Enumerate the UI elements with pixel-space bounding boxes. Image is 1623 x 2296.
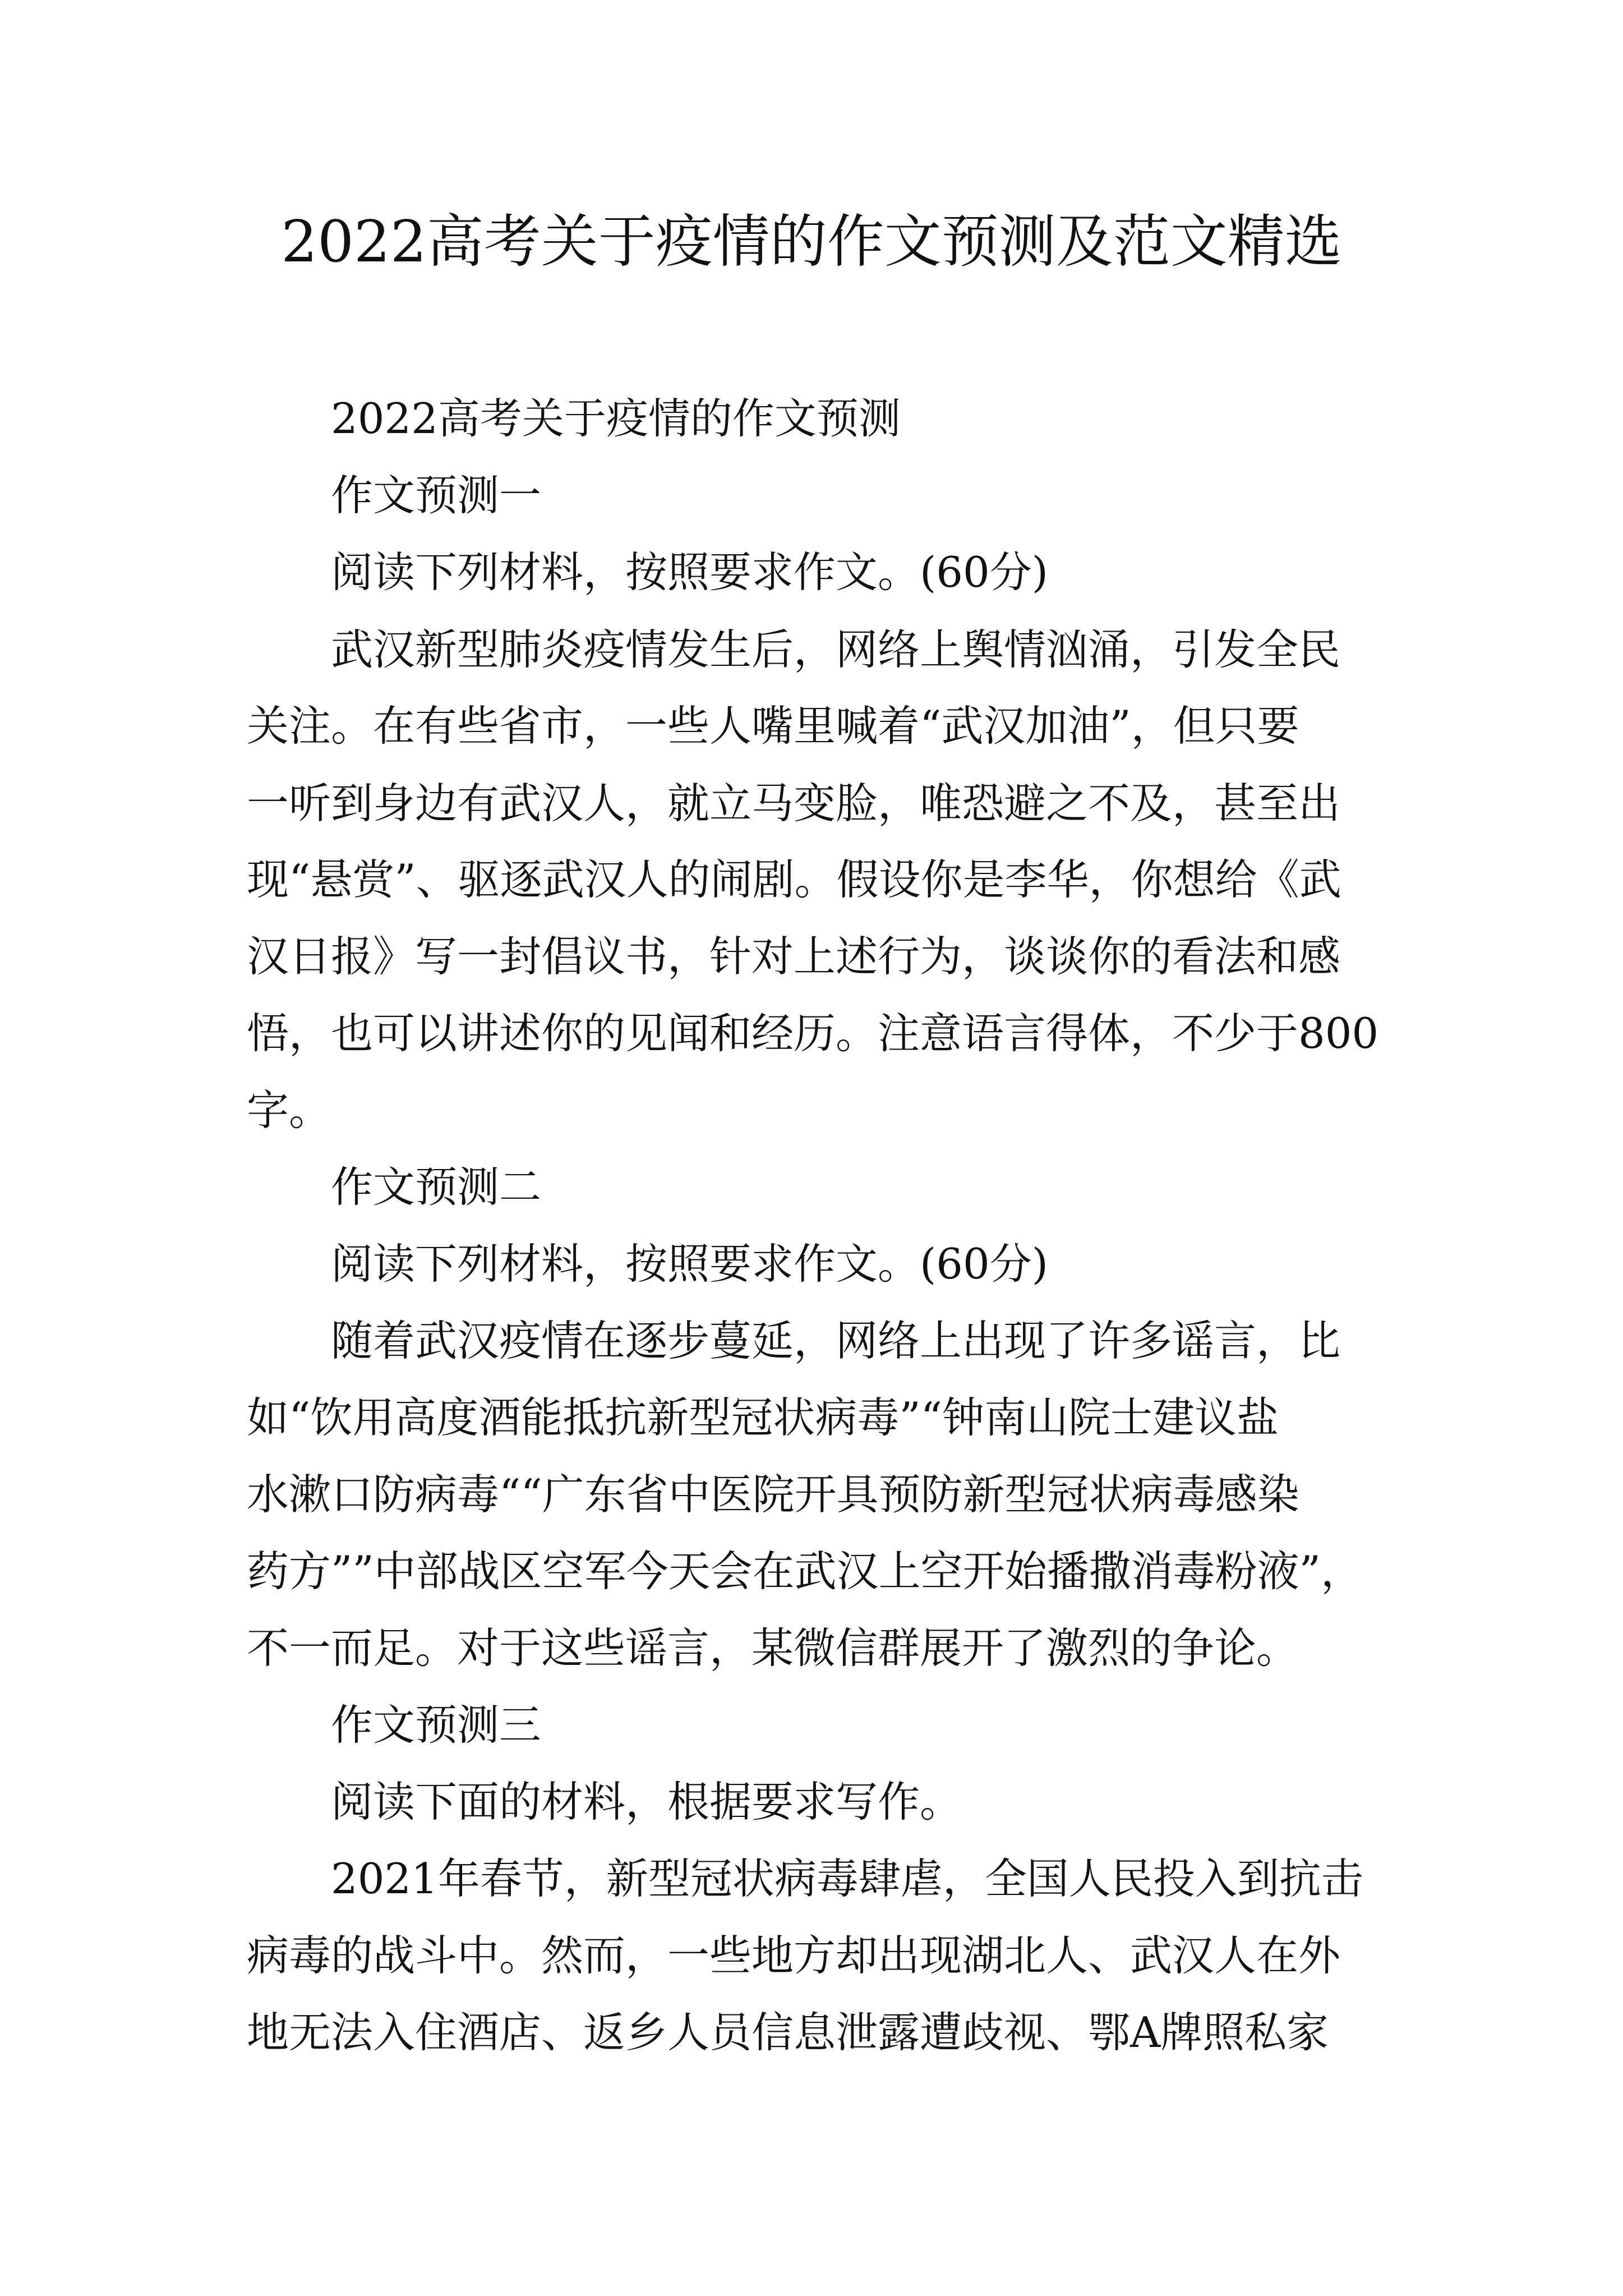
paragraph-line: 随着武汉疫情在逐步蔓延，网络上出现了许多谣言，比 — [331, 1316, 1341, 1365]
paragraph-line: 如“饮用高度酒能抵抗新型冠状病毒”“钟南山院士建议盐 — [247, 1393, 1279, 1442]
paragraph-line: 不一而足。对于这些谣言，某微信群展开了激烈的争论。 — [247, 1623, 1299, 1673]
paragraph-line: 现“悬赏”、驱逐武汉人的闹剧。假设你是李华，你想给《武 — [247, 855, 1341, 904]
paragraph-line: 水漱口防病毒““广东省中医院开具预防新型冠状病毒感染 — [247, 1470, 1299, 1519]
paragraph-line: 悟，也可以讲述你的见闻和经历。注意语言得体，不少于800 — [247, 1009, 1379, 1058]
paragraph-line: 病毒的战斗中。然而，一些地方却出现湖北人、武汉人在外 — [247, 1931, 1341, 1980]
instruction-line: 阅读下列材料，按照要求作文。(60分) — [331, 1239, 1048, 1289]
paragraph-line: 汉日报》写一封倡议书，针对上述行为，谈谈你的看法和感 — [247, 932, 1341, 981]
paragraph-line: 2021年春节，新型冠状病毒肆虐，全国人民投入到抗击 — [331, 1854, 1363, 1903]
paragraph-line: 关注。在有些省市，一些人嘴里喊着“武汉加油”，但只要 — [247, 701, 1299, 751]
paragraph-line: 药方””中部战区空军今天会在武汉上空开始播撒消毒粉液”， — [247, 1547, 1363, 1596]
paragraph-line: 武汉新型肺炎疫情发生后，网络上舆情汹涌，引发全民 — [331, 625, 1341, 674]
subtitle-line: 2022高考关于疫情的作文预测 — [331, 394, 901, 443]
instruction-line: 阅读下列材料，按照要求作文。(60分) — [331, 547, 1048, 597]
document-title: 2022高考关于疫情的作文预测及范文精选 — [281, 209, 1342, 275]
paragraph-line: 字。 — [247, 1085, 331, 1135]
section-heading: 作文预测二 — [331, 1162, 542, 1212]
paragraph-line: 地无法入住酒店、返乡人员信息泄露遭歧视、鄂A牌照私家 — [247, 2008, 1329, 2057]
section-heading: 作文预测三 — [331, 1700, 542, 1750]
section-heading: 作文预测一 — [331, 471, 542, 520]
instruction-line: 阅读下面的材料，根据要求写作。 — [331, 1777, 962, 1826]
paragraph-line: 一听到身边有武汉人，就立马变脸，唯恐避之不及，甚至出 — [247, 779, 1341, 828]
